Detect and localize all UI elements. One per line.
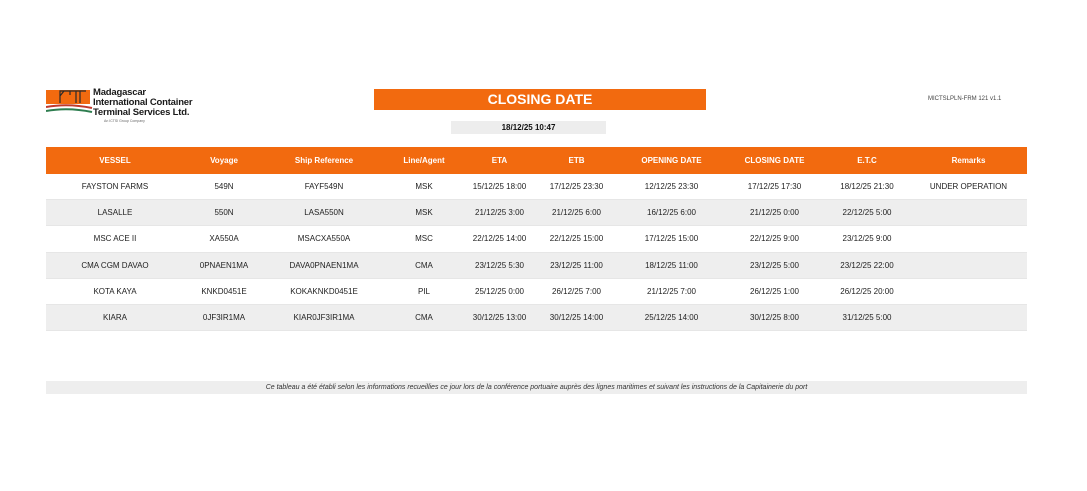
closing-date-table (46, 147, 1027, 331)
cell-etb: 23/12/25 11:00 (550, 260, 603, 270)
logo-line-2: International Container (93, 97, 193, 108)
cell-opening-date: 18/12/25 11:00 (645, 260, 698, 270)
cell-closing-date: 30/12/25 8:00 (750, 313, 799, 323)
table-row (46, 279, 1027, 305)
cell-ship-reference: FAYF549N (304, 182, 344, 192)
cell-line-agent: CMA (415, 313, 433, 323)
cell-vessel: KIARA (102, 313, 127, 323)
cell-etb: 21/12/25 6:00 (552, 208, 601, 218)
cell-opening-date: 17/12/25 15:00 (644, 234, 699, 244)
logo-text (93, 88, 192, 118)
cell-eta: 22/12/25 14:00 (472, 234, 527, 244)
cell-eta: 15/12/25 18:00 (472, 182, 527, 192)
page-title: CLOSING DATE (374, 89, 706, 110)
cell-vessel: CMA CGM DAVAO (81, 260, 149, 270)
header-vessel: VESSEL (99, 156, 131, 165)
cell-opening-date: 16/12/25 6:00 (647, 208, 696, 218)
header-closing-date: CLOSING DATE (744, 156, 805, 165)
cell-ship-reference: DAVA0PNAEN1MA (289, 260, 359, 270)
cell-line-agent: MSK (415, 208, 433, 218)
cell-etb: 26/12/25 7:00 (552, 286, 601, 296)
cell-eta: 30/12/25 13:00 (472, 313, 527, 323)
cell-eta: 23/12/25 5:30 (475, 260, 524, 270)
cell-closing-date: 17/12/25 17:30 (747, 182, 802, 192)
cell-vessel: KOTA KAYA (93, 286, 137, 296)
cell-voyage: XA550A (209, 234, 239, 244)
cell-etc: 23/12/25 22:00 (840, 260, 894, 270)
cell-closing-date: 21/12/25 0:00 (750, 208, 799, 218)
logo-subline: An ICTSI Group Company (104, 119, 145, 123)
cell-etb: 22/12/25 15:00 (549, 234, 604, 244)
table-header (46, 147, 1027, 174)
cell-closing-date: 26/12/25 1:00 (750, 286, 799, 296)
cell-ship-reference: MSACXA550A (297, 234, 351, 244)
company-logo (46, 86, 216, 126)
cell-opening-date: 25/12/25 14:00 (644, 313, 699, 323)
header-opening-date: OPENING DATE (641, 156, 702, 165)
cell-etc: 23/12/25 9:00 (842, 234, 892, 244)
cell-etb: 17/12/25 23:30 (549, 182, 604, 192)
header-ship-reference: Ship Reference (294, 156, 354, 165)
cell-closing-date: 23/12/25 5:00 (750, 260, 799, 270)
cell-vessel: FAYSTON FARMS (81, 182, 149, 192)
logo-line-1: Madagascar (93, 87, 146, 98)
cell-remarks: UNDER OPERATION (929, 182, 1008, 192)
cell-line-agent: MSC (415, 234, 433, 244)
cell-voyage: 0PNAEN1MA (199, 260, 249, 270)
cell-line-agent: CMA (415, 260, 433, 270)
cell-opening-date: 21/12/25 7:00 (647, 286, 696, 296)
cell-opening-date: 12/12/25 23:30 (644, 182, 699, 192)
table-row (46, 253, 1027, 279)
cell-closing-date: 22/12/25 9:00 (750, 234, 799, 244)
header-etc: E.T.C (857, 156, 877, 165)
cell-voyage: 549N (214, 182, 234, 192)
cell-etc: 22/12/25 5:00 (842, 208, 892, 218)
cell-line-agent: MSK (415, 182, 433, 192)
header-voyage: Voyage (210, 156, 238, 165)
cell-ship-reference: KIAR0JF3IR1MA (293, 313, 355, 323)
header-etb: ETB (568, 156, 585, 165)
cell-eta: 21/12/25 3:00 (475, 208, 524, 218)
header-eta: ETA (491, 156, 508, 165)
cell-voyage: 550N (214, 208, 234, 218)
cell-vessel: LASALLE (97, 208, 133, 218)
cell-ship-reference: LASA550N (304, 208, 344, 218)
logo-line-3: Terminal Services Ltd. (93, 107, 190, 118)
cell-etc: 18/12/25 21:30 (840, 182, 894, 192)
cell-etc: 31/12/25 5:00 (842, 313, 892, 323)
table-row (46, 226, 1027, 252)
cell-ship-reference: KOKAKNKD0451E (290, 286, 358, 296)
cell-voyage: KNKD0451E (201, 286, 247, 296)
cell-line-agent: PIL (417, 286, 430, 296)
table-row (46, 305, 1027, 331)
header-line-agent: Line/Agent (403, 156, 445, 165)
cell-etc: 26/12/25 20:00 (840, 286, 894, 296)
table-row (46, 174, 1027, 200)
report-timestamp: 18/12/25 10:47 (451, 121, 606, 134)
cell-etb: 30/12/25 14:00 (549, 313, 604, 323)
footnote: Ce tableau a été établi selon les informations recueillies ce jour lors de la conférence portuaire auprès des lignes maritimes et suivant les instructions de la Capitainerie du port (46, 381, 1027, 394)
table-row (46, 200, 1027, 226)
crane-logo-icon (46, 86, 94, 120)
cell-voyage: 0JF3IR1MA (202, 313, 246, 323)
cell-eta: 25/12/25 0:00 (475, 286, 524, 296)
document-reference: MICTSLPLN-FRM 121 v1.1 (928, 96, 1002, 102)
cell-vessel: MSC ACE II (93, 234, 137, 244)
header-remarks: Remarks (951, 156, 986, 165)
